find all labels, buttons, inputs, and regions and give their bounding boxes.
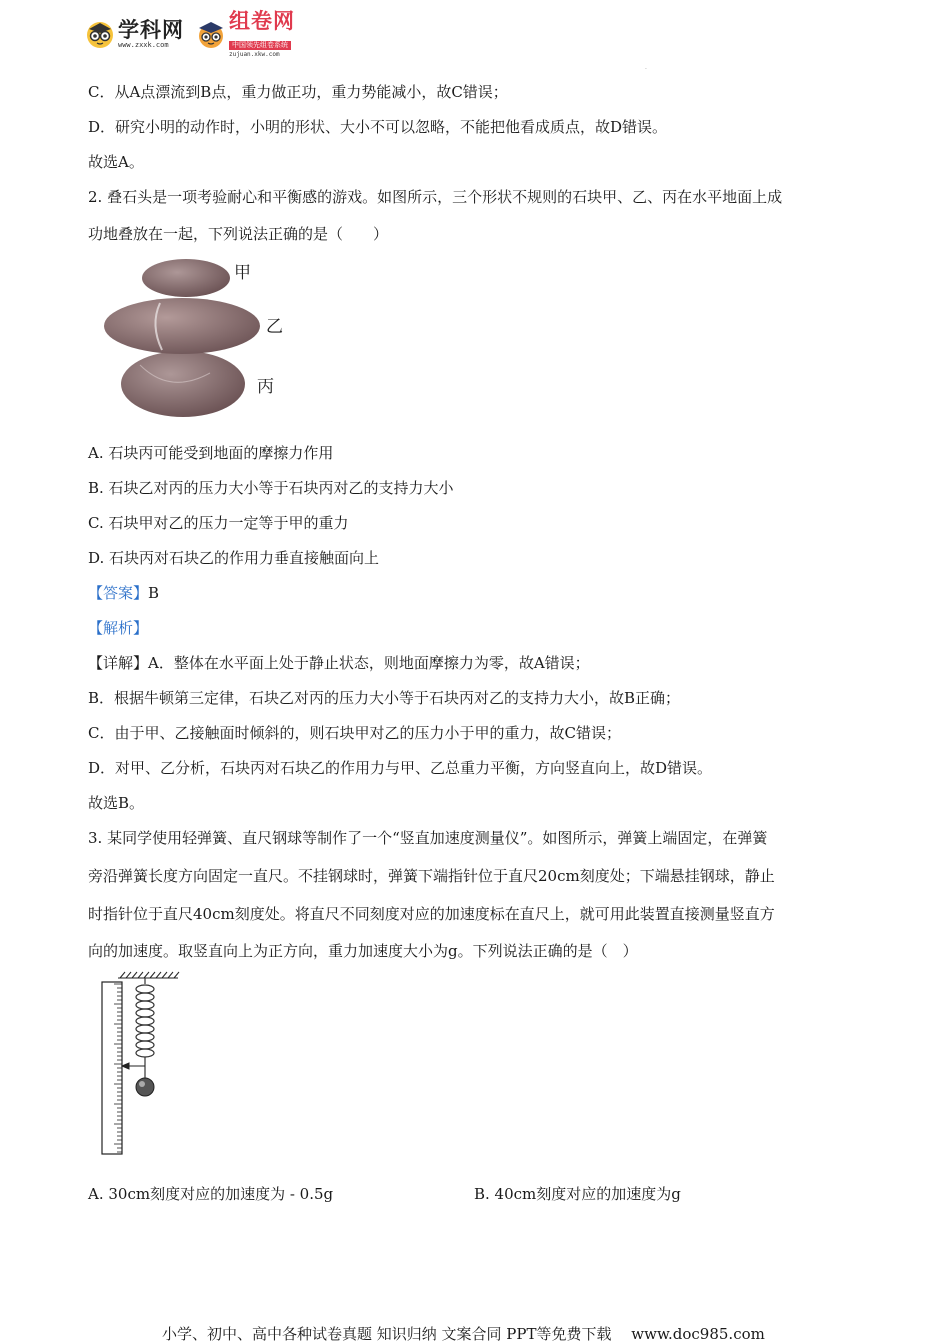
zujuan-logo-url: zujuan.xkw.com bbox=[229, 50, 280, 58]
analysis-label: 【解析】 bbox=[88, 619, 149, 637]
q3-stem-line-1: 3. 某同学使用轻弹簧、直尺钢球等制作了一个“竖直加速度测量仪”。如图所示，弹簧上端固定，在弹簧 bbox=[88, 829, 768, 847]
label-jia: 甲 bbox=[234, 263, 251, 283]
stone-bing bbox=[121, 351, 245, 417]
zxxk-logo-name: 学科网 bbox=[118, 17, 184, 42]
zxxk-logo-url: www.zxxk.com bbox=[118, 40, 169, 49]
q2-answer bbox=[88, 583, 159, 603]
student-mascot-icon bbox=[196, 19, 226, 49]
zujuan-logo-name: 组卷网 bbox=[229, 8, 295, 33]
corner-mark: . bbox=[645, 64, 647, 71]
zxxk-logo[interactable] bbox=[85, 19, 184, 50]
q2-option-d: D. 石块丙对石块乙的作用力垂直接触面向上 bbox=[88, 549, 380, 567]
q1-detail-c: C．从A点漂流到B点，重力做正功，重力势能减小，故C错误； bbox=[88, 83, 508, 101]
q2-option-c: C. 石块甲对乙的压力一定等于甲的重力 bbox=[88, 514, 349, 532]
q2-stem-line-1: 2. 叠石头是一项考验耐心和平衡感的游戏。如图所示，三个形状不规则的石块甲、乙、丙在水平地面上成 bbox=[88, 188, 783, 206]
stacked-stones-figure bbox=[100, 255, 300, 425]
q3-option-a: A. 30cm刻度对应的加速度为 - 0.5g bbox=[88, 1185, 334, 1203]
q2-detail-d: D．对甲、乙分析，石块丙对石块乙的作用力与甲、乙总重力平衡，方向竖直向上，故D错误。 bbox=[88, 759, 713, 777]
zujuan-logo-tag: 中国领先组卷系统 bbox=[229, 41, 291, 50]
answer-value: B bbox=[148, 584, 160, 602]
stone-yi bbox=[104, 298, 260, 354]
q3-stem-line-2: 旁沿弹簧长度方向固定一直尺。不挂钢球时，弹簧下端指针位于直尺20cm刻度处；下端悬挂钢球，静止 bbox=[88, 867, 775, 885]
detail-label: 【详解】 bbox=[88, 654, 149, 672]
ceiling-hatch bbox=[118, 972, 179, 978]
label-yi: 乙 bbox=[266, 317, 283, 337]
q2-option-b: B. 石块乙对丙的压力大小等于石块丙对乙的支持力大小 bbox=[88, 479, 454, 497]
header-logos bbox=[85, 8, 295, 58]
zujuan-logo[interactable] bbox=[196, 10, 295, 59]
q2-analysis bbox=[88, 618, 148, 638]
stone-jia bbox=[142, 259, 230, 297]
q2-stem-line-2: 功地叠放在一起，下列说法正确的是（ ） bbox=[88, 225, 389, 243]
q3-option-b: B. 40cm刻度对应的加速度为g bbox=[474, 1185, 681, 1203]
owl-mascot-icon bbox=[85, 19, 115, 49]
q2-detail-a bbox=[88, 653, 590, 673]
spring-ruler-figure bbox=[98, 970, 182, 1158]
answer-label: 【答案】 bbox=[88, 584, 149, 602]
q3-stem-line-3: 时指针位于直尺40cm刻度处。将直尺不同刻度对应的加速度标在直尺上，就可用此装置直接测量竖直方 bbox=[88, 905, 775, 923]
q3-options bbox=[88, 1184, 868, 1204]
footer-text[interactable]: 小学、初中、高中各种试卷真题 知识归纳 文案合同 PPT等免费下载 www.doc985.com bbox=[162, 1325, 765, 1343]
label-bing: 丙 bbox=[257, 377, 274, 397]
q2-conclusion: 故选B。 bbox=[88, 794, 145, 812]
q3-stem-line-4: 向的加速度。取竖直向上为正方向，重力加速度大小为g。下列说法正确的是（ ） bbox=[88, 942, 638, 960]
spring-coils bbox=[136, 978, 154, 1078]
q1-conclusion: 故选A。 bbox=[88, 153, 144, 171]
q1-detail-d: D．研究小明的动作时，小明的形状、大小不可以忽略，不能把他看成质点，故D错误。 bbox=[88, 118, 668, 136]
q2-detail-b: B．根据牛顿第三定律，石块乙对丙的压力大小等于石块丙对乙的支持力大小，故B正确； bbox=[88, 689, 681, 707]
pointer-arrow bbox=[122, 1063, 145, 1069]
q2-detail-c: C．由于甲、乙接触面时倾斜的，则石块甲对乙的压力小于甲的重力，故C错误； bbox=[88, 724, 621, 742]
detail-a-text: A．整体在水平面上处于静止状态，则地面摩擦力为零，故A错误； bbox=[148, 654, 590, 672]
steel-ball bbox=[136, 1078, 154, 1096]
q2-option-a: A. 石块丙可能受到地面的摩擦力作用 bbox=[88, 444, 334, 462]
